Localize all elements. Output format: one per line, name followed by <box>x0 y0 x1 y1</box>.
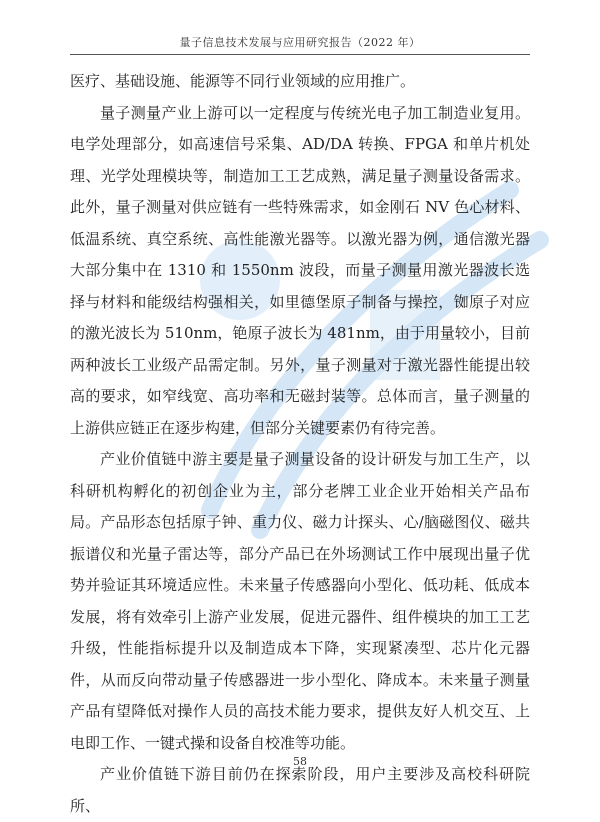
header-divider <box>70 54 530 55</box>
paragraph: 产业价值链中游主要是量子测量设备的设计研发与加工生产，以科研机构孵化的初创企业为主，部分老牌工业企业开始相关产品布局。产品形态包括原子钟、重力仪、磁力计探头、心/脑磁图仪、磁共振谱仪和光量子雷达等，部分产品已在外场测试工作中展现出量子优势并验证其环境适应性。未来量子传感器向小型化、低功耗、低成本发展，将有效牵引上游产业发展，促进元器件、组件模块的加工工艺升级，性能指标提升以及制造成本下降，实现紧凑型、芯片化元器件，从而反向带动量子传感器进一步小型化、降成本。未来量子测量产品有望降低对操作人员的高技术能力要求，提供友好人机交互、上电即工作、一键式操和设备自校准等功能。 <box>70 450 530 752</box>
paragraph: 医疗、基础设施、能源等不同行业领域的应用推广。 <box>70 72 416 90</box>
running-header: 量子信息技术发展与应用研究报告（2022 年） <box>179 36 421 49</box>
paragraph: 量子测量产业上游可以一定程度与传统光电子加工制造业复用。电学处理部分，如高速信号采集、AD/DA 转换、FPGA 和单片机处理、光学处理模块等，制造加工工艺成熟，满足量子测量设备需求。此外，量子测量对供应链有一些特殊需求，如金刚石 NV 色心材料、低温系统、真空系统、高性能激光器等。以激光器为例，通信激光器大部分集中在 1310 和 1550nm 波段，而量子测量用激光器波长选择与材料和能级结构强相关，如里德堡原子制备与操控，铷原子对应的激光波长为 510nm，铯原子波长为 481nm，由于用量较小，目前两种波长工业级产品需定制。另外，量子测量对于激光器性能提出较高的要求，如窄线宽、高功率和无磁封装等。总体而言，量子测量的上游供应链正在逐步构建，但部分关键要素仍有待完善。 <box>70 103 530 437</box>
document-body <box>70 66 530 822</box>
page-number: 58 <box>293 755 307 768</box>
paragraph: 产业价值链下游目前仍在探索阶段，用户主要涉及高校科研院所、 <box>70 765 530 815</box>
